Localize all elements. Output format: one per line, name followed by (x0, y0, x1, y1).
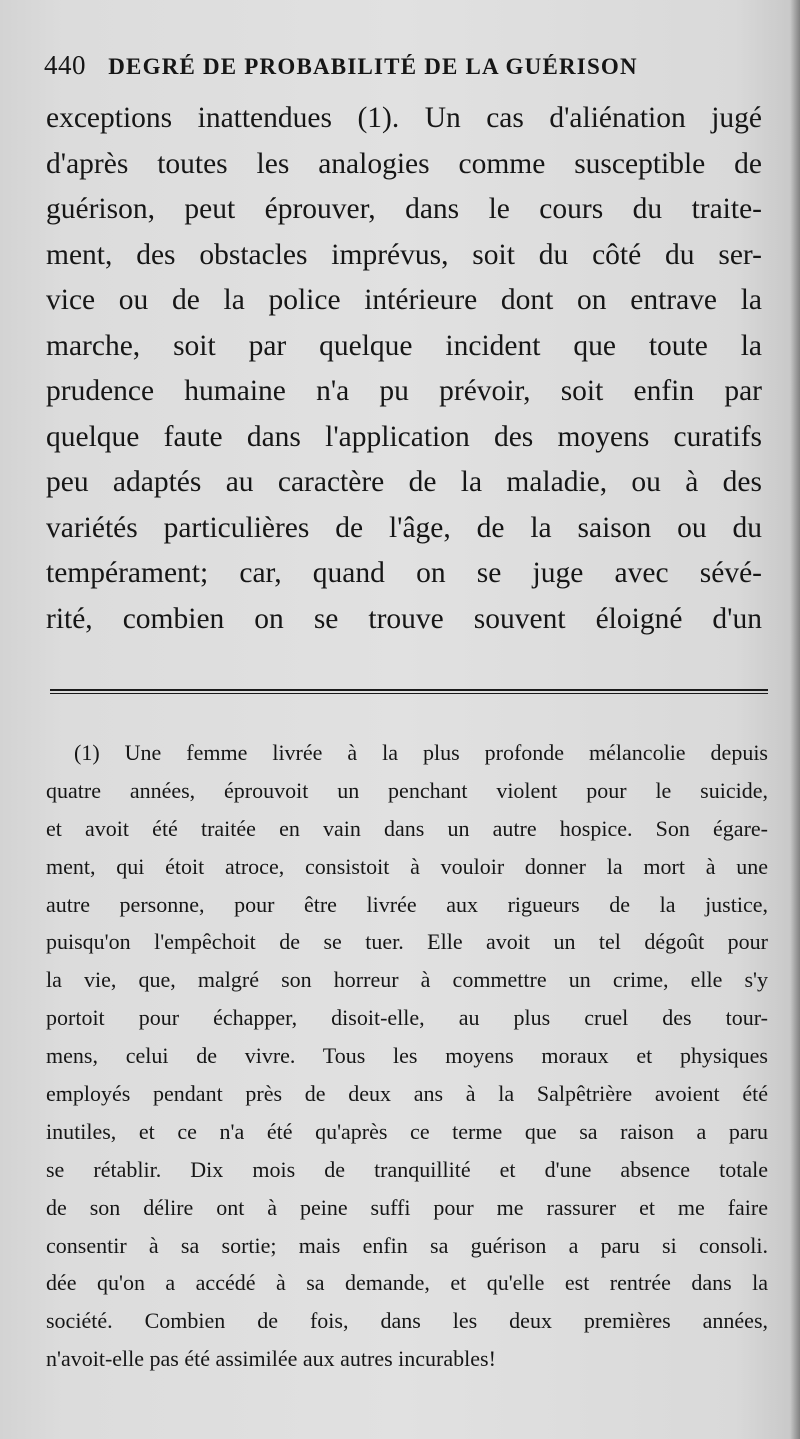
footnote-line: de son délire ont à peine suffi pour me rassurer et me faire (46, 1194, 768, 1220)
footnote-line: employés pendant près de deux ans à la Salpêtrière avoient été (46, 1081, 768, 1107)
footnote-line: ment, qui étoit atroce, consistoit à vouloir donner la mort à une (46, 853, 768, 879)
text-line: tempérament; car, quand on se juge avec sévé- (46, 557, 762, 589)
text-line: guérison, peut éprouver, dans le cours du traite- (46, 193, 762, 225)
footnote (46, 734, 768, 1378)
footnote-line: dée qu'on a accédé à sa demande, et qu'elle est rentrée dans la (46, 1270, 768, 1296)
running-title: DEGRÉ DE PROBABILITÉ DE LA GUÉRISON (108, 54, 638, 79)
text-line: prudence humaine n'a pu prévoir, soit enfin par (46, 375, 762, 407)
text-line: quelque faute dans l'application des moyens curatifs (46, 420, 762, 453)
footnote-line: et avoit été traitée en vain dans un autre hospice. Son égare- (46, 815, 768, 841)
footnote-separator-rule (50, 689, 768, 694)
text-line: exceptions inattendues (1). Un cas d'aliénation jugé (46, 102, 762, 134)
footnote-line: (1) Une femme livrée à la plus profonde mélancolie depuis (74, 740, 768, 765)
footnote-line: n'avoit-elle pas été assimilée aux autres incurables! (46, 1346, 496, 1372)
text-line: marche, soit par quelque incident que toute la (46, 329, 762, 362)
text-line: variétés particulières de l'âge, de la saison ou du (46, 511, 762, 544)
page-header (44, 50, 784, 81)
text-line: rité, combien on se trouve souvent éloigné d'un (46, 602, 762, 635)
footnote-line: consentir à sa sortie; mais enfin sa guérison a paru si consoli. (46, 1232, 768, 1258)
text-line: peu adaptés au caractère de la maladie, ou à des (46, 466, 762, 498)
footnote-line: inutiles, et ce n'a été qu'après ce terme que sa raison a paru (46, 1118, 768, 1144)
footnote-line: autre personne, pour être livrée aux rigueurs de la justice, (46, 891, 768, 917)
text-line: vice ou de la police intérieure dont on entrave la (46, 284, 762, 316)
footnote-line: mens, celui de vivre. Tous les moyens moraux et physiques (46, 1043, 768, 1069)
footnote-line: puisqu'on l'empêchoit de se tuer. Elle avoit un tel dégoût pour (46, 929, 768, 955)
footnote-line: la vie, que, malgré son horreur à commettre un crime, elle s'y (46, 967, 768, 993)
main-text (46, 96, 762, 642)
text-line: d'après toutes les analogies comme susceptible de (46, 147, 762, 180)
footnote-line: quatre années, éprouvoit un penchant violent pour le suicide, (46, 777, 768, 803)
page-number: 440 (44, 50, 86, 80)
footnote-line: portoit pour échapper, disoit-elle, au plus cruel des tour- (46, 1005, 768, 1031)
footnote-line: se rétablir. Dix mois de tranquillité et d'une absence totale (46, 1156, 768, 1182)
footnote-line: société. Combien de fois, dans les deux premières années, (46, 1308, 768, 1334)
text-line: ment, des obstacles imprévus, soit du côté du ser- (46, 238, 762, 271)
